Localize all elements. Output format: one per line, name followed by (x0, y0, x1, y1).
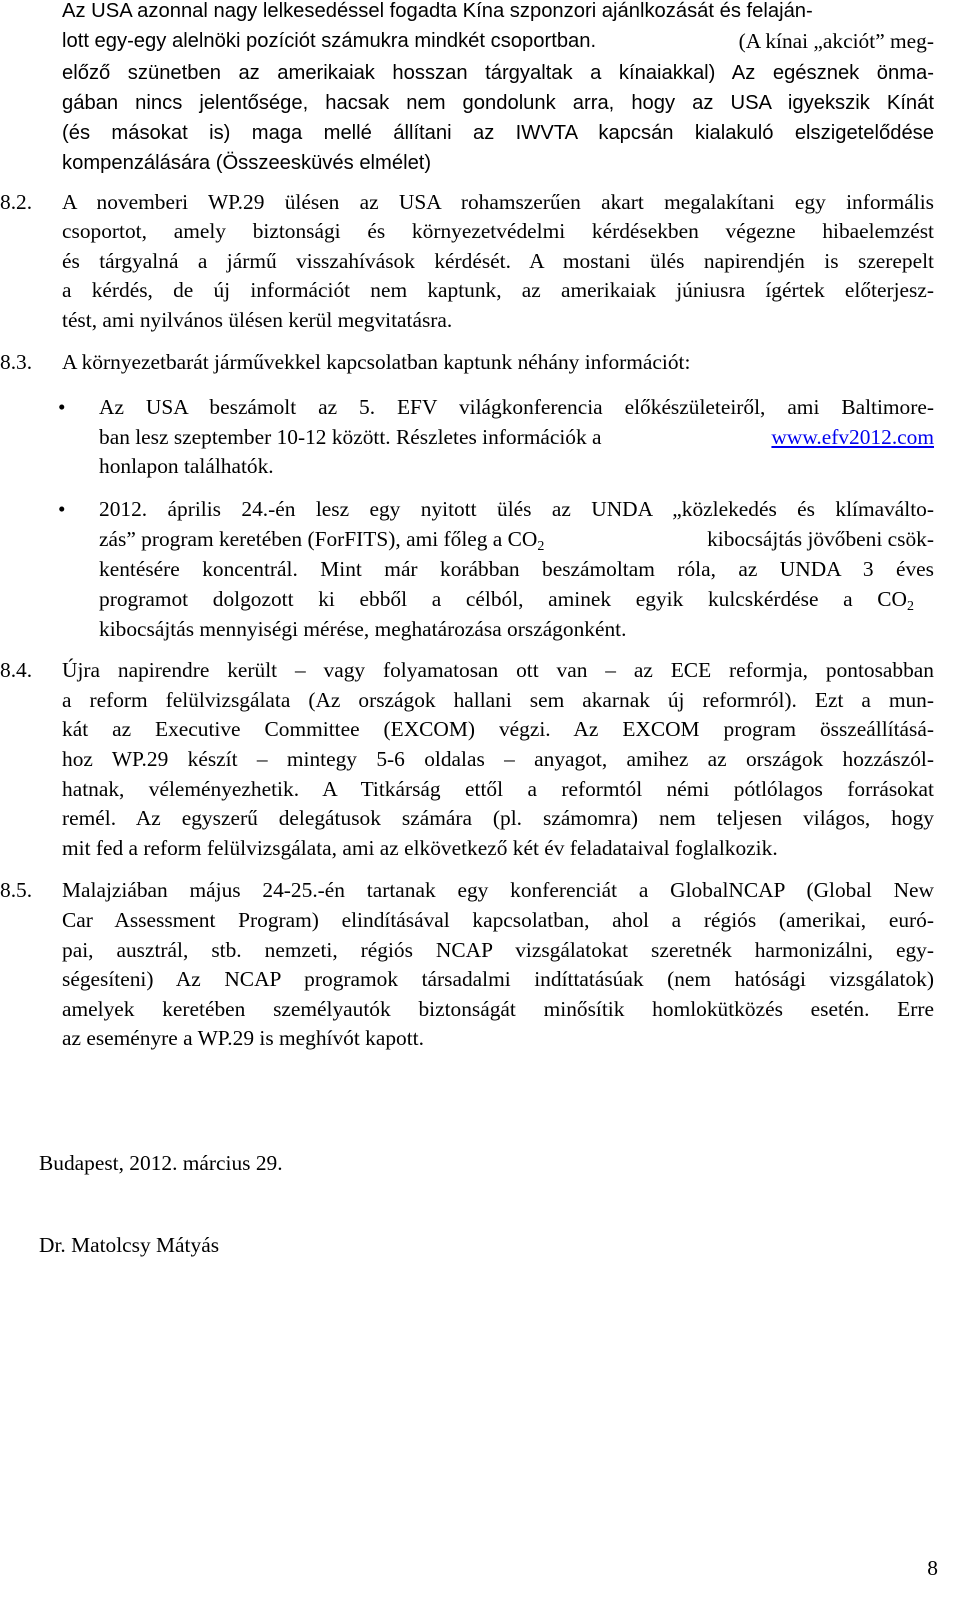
intro-line-1: Az USA azonnal nagy lelkesedéssel fogadta Kína szponzori ajánlkozását és felaján- (62, 0, 813, 22)
section-line: A novemberi WP.29 ülésen az USA rohamszerűen akart megalakítani egy informális (62, 190, 934, 214)
section-line: kát az Executive Committee (EXCOM) végzi. Az EXCOM program összeállításá- (62, 717, 934, 741)
intro-line-2b: (A kínai „akciót” meg- (738, 29, 934, 53)
bullet-text: ban lesz szeptember 10-12 között. Részletes információk a (99, 425, 602, 449)
section-line: és tárgyalná a jármű visszahívások kérdését. A mostani ülés napirendjén is szerepelt (62, 249, 934, 273)
section-line: tést, ami nyilvános ülésen kerül megvitatásra. (62, 308, 453, 332)
section-line: csoportot, amely biztonsági és környezetvédelmi kérdésekben végezne hibaelemzést (62, 219, 934, 243)
section-line: hatnak, véleményezhetik. A Titkárság ettől a reformtól némi pótlólagos forrásokat (62, 777, 934, 801)
section-number: 8.5. (0, 878, 33, 902)
section-line: amelyek keretében személyautók biztonságát minősítik homlokütközés esetén. Erre (62, 997, 934, 1021)
bullet-icon: • (58, 497, 66, 521)
bullet-line: kentésére koncentrál. Mint már korábban beszámoltam róla, az UNDA 3 éves (99, 557, 934, 581)
section-line: Car Assessment Program) elindításával kapcsolatban, ahol a régiós (amerikai, euró- (62, 908, 934, 932)
bullet-text: kibocsájtás jövőbeni csök- (707, 527, 934, 551)
intro-line-3: előző szünetben az amerikaiak hosszan tárgyaltak a kínaiakkal) Az egésznek önma- (62, 62, 934, 84)
section-number: 8.2. (0, 190, 33, 214)
bullet-line (99, 584, 934, 614)
bullet-line: 2012. április 24.-én lesz egy nyitott ülés az UNDA „közlekedés és klímaválto- (99, 497, 934, 521)
section-line: pai, ausztrál, stb. nemzeti, régiós NCAP vizsgálatokat szeretnék harmonizálni, egy- (62, 938, 934, 962)
section-number: 8.3. (0, 350, 33, 374)
section-heading: A környezetbarát járművekkel kapcsolatban kaptunk néhány információt: (62, 350, 691, 374)
section-line: Malajziában május 24-25.-én tartanak egy konferenciát a GlobalNCAP (Global New (62, 878, 934, 902)
section-line: mit fed a reform felülvizsgálata, ami az elkövetkező két év feladataival foglalkozik. (62, 836, 778, 860)
intro-line-6: kompenzálására (Összeesküvés elmélet) (62, 152, 432, 174)
section-number: 8.4. (0, 658, 33, 682)
efv-website-link[interactable]: www.efv2012.com (771, 425, 934, 449)
section-line: hoz WP.29 készít – mintegy 5-6 oldalas – anyagot, amihez az országok hozzászól- (62, 747, 934, 771)
intro-line-5: (és másokat is) maga mellé állítani az IWVTA kapcsán kialakuló elszigetelődése (62, 122, 934, 144)
place-and-date: Budapest, 2012. március 29. (39, 1151, 283, 1175)
page-number: 8 (927, 1556, 938, 1580)
intro-line-4: gában nincs jelentősége, hacsak nem gondolunk arra, hogy az USA igyekszik Kínát (62, 92, 934, 114)
bullet-line (99, 524, 934, 554)
section-line: remél. Az egyszerű delegátusok számára (pl. számomra) nem teljesen világos, hogy (62, 806, 934, 830)
intro-line-2a: lott egy-egy alelnöki pozíciót számukra mindkét csoportban. (62, 30, 597, 52)
bullet-icon: • (58, 395, 66, 419)
section-line: az eseményre a WP.29 is meghívót kapott. (62, 1026, 424, 1050)
signature-name: Dr. Matolcsy Mátyás (39, 1233, 220, 1257)
bullet-line (99, 422, 934, 452)
bullet-line: kibocsájtás mennyiségi mérése, meghatározása országonként. (99, 617, 627, 641)
section-line: ségesíteni) Az NCAP programok társadalmi indíttatásúak (nem hatósági vizsgálatok) (62, 967, 934, 991)
section-line: a kérdés, de új információt nem kaptunk, az amerikaiak júniusra ígértek előterjesz- (62, 278, 934, 302)
co2-subscript: 2 (907, 599, 914, 614)
section-line: Újra napirendre került – vagy folyamatosan ott van – az ECE reformja, pontosabban (62, 658, 934, 682)
bullet-text: programot dolgozott ki ebből a célból, aminek egyik kulcskérdése a CO (99, 587, 907, 611)
section-line: a reform felülvizsgálata (Az országok hallani sem akarnak új reformról). Ezt a mun- (62, 688, 934, 712)
bullet-line: honlapon találhatók. (99, 454, 274, 478)
bullet-line: Az USA beszámolt az 5. EFV világkonferencia előkészületeiről, ami Baltimore- (99, 395, 934, 419)
bullet-text: zás” program keretében (ForFITS), ami főleg a $CO_2$ (99, 527, 545, 554)
